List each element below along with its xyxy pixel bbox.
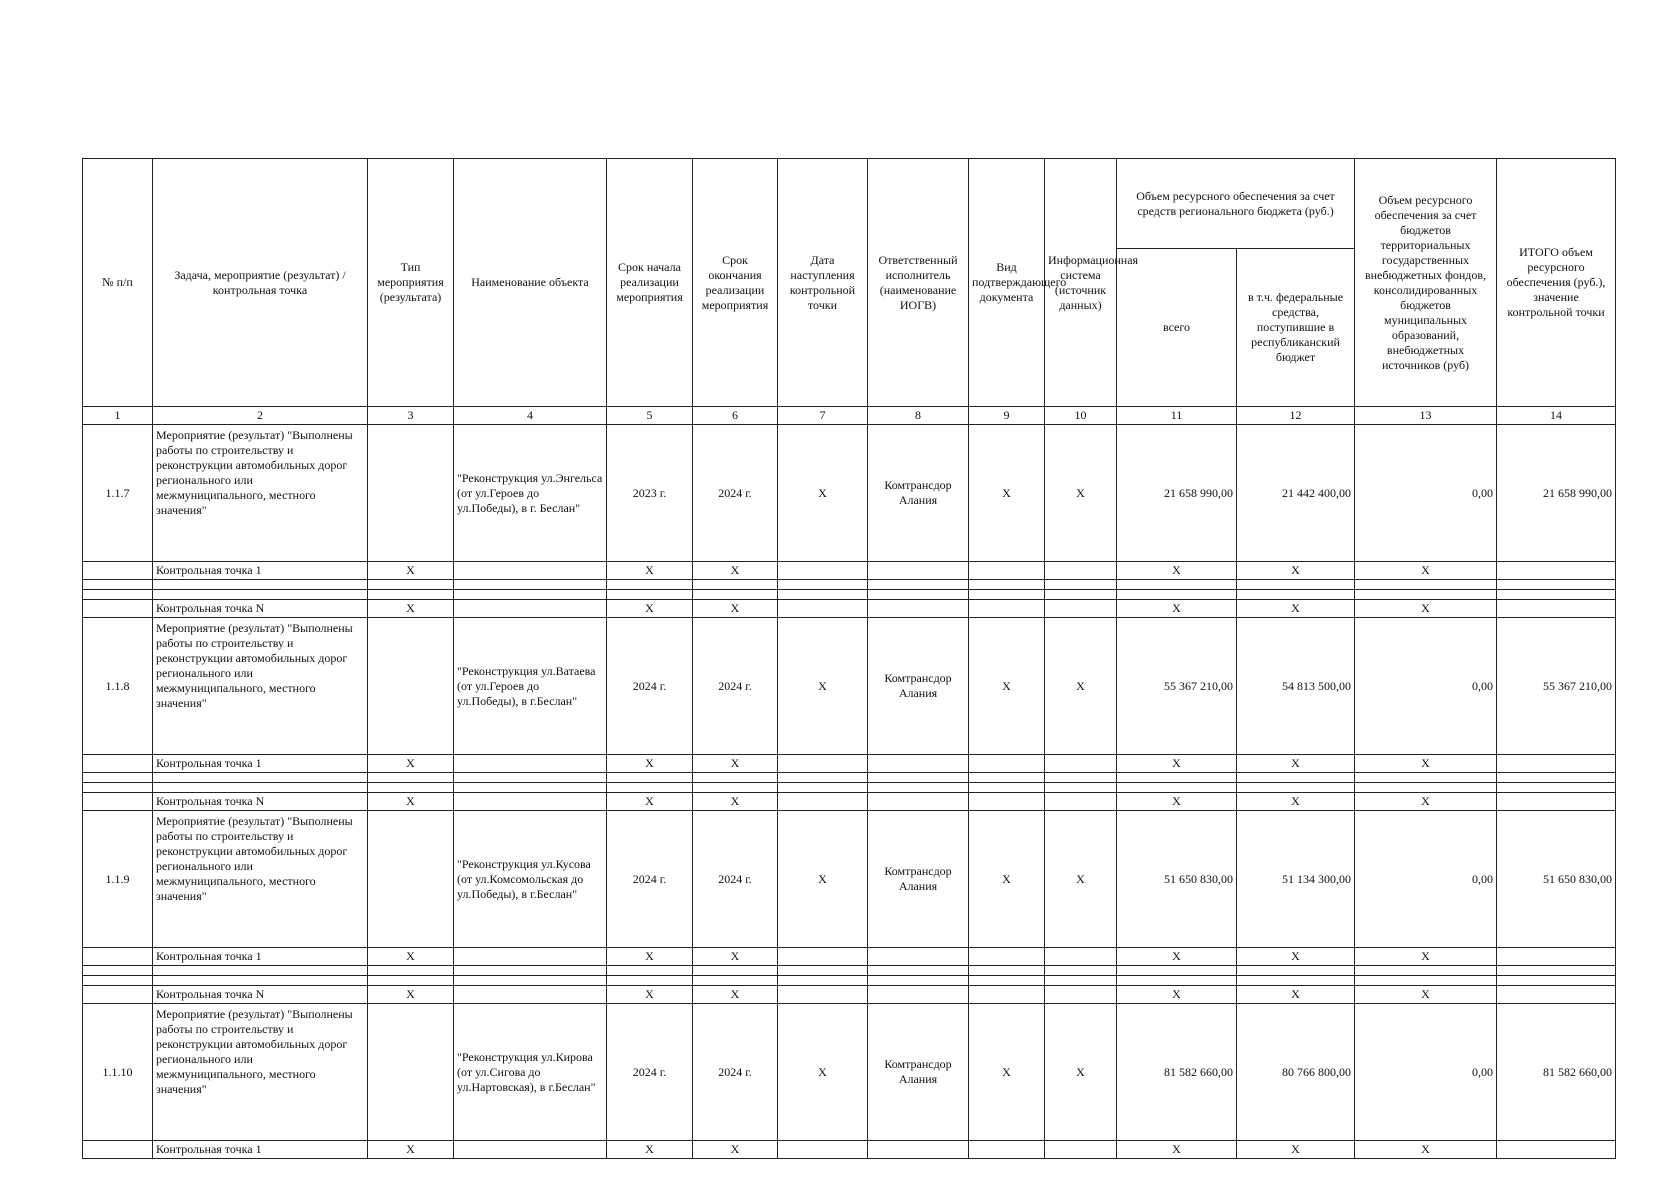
cp-federal-mark: X	[1237, 1141, 1355, 1159]
cp-grand	[1497, 793, 1616, 811]
cp-type-mark: X	[368, 986, 454, 1004]
header-info: Информационная система (источник данных)	[1045, 159, 1117, 407]
cp-responsible	[868, 1141, 969, 1159]
cp-num	[83, 755, 153, 773]
cp-federal-mark: X	[1237, 986, 1355, 1004]
control-point-row	[83, 986, 1616, 1004]
spacer-cell	[1237, 773, 1355, 783]
activity-total: 51 650 830,00	[1117, 811, 1237, 948]
cp-doc	[969, 948, 1045, 966]
spacer-cell	[1237, 966, 1355, 976]
activity-object: "Реконструкция ул.Кусова (от ул.Комсомольская до ул.Победы), в г.Беслан"	[454, 811, 607, 948]
activity-cp-date: X	[778, 811, 868, 948]
cp-object	[454, 986, 607, 1004]
activity-federal: 80 766 800,00	[1237, 1004, 1355, 1141]
activity-row	[83, 811, 1616, 948]
spacer-cell	[607, 783, 693, 793]
cp-date	[778, 986, 868, 1004]
cp-object	[454, 600, 607, 618]
activity-other: 0,00	[1355, 425, 1497, 562]
activity-doc: X	[969, 1004, 1045, 1141]
cp-grand	[1497, 1141, 1616, 1159]
spacer-cell	[83, 590, 153, 600]
column-number: 5	[607, 407, 693, 425]
cp-total-mark: X	[1117, 600, 1237, 618]
spacer-cell	[693, 773, 778, 783]
spacer-cell	[1355, 773, 1497, 783]
spacer-cell	[693, 590, 778, 600]
spacer-cell	[969, 773, 1045, 783]
spacer-cell	[368, 966, 454, 976]
cp-type-mark: X	[368, 1141, 454, 1159]
cp-other-mark: X	[1355, 1141, 1497, 1159]
resource-table	[82, 158, 1616, 1159]
cp-doc	[969, 755, 1045, 773]
spacer-cell	[1045, 976, 1117, 986]
spacer-cell	[969, 580, 1045, 590]
spacer-cell	[969, 590, 1045, 600]
spacer-cell	[778, 966, 868, 976]
activity-start: 2023 г.	[607, 425, 693, 562]
spacer-cell	[1117, 773, 1237, 783]
spacer-cell	[153, 966, 368, 976]
spacer-cell	[868, 976, 969, 986]
activity-task: Мероприятие (результат) "Выполнены работы по строительству и реконструкции автомобильных дорог регионального или межмуниципального, местного значения"	[153, 618, 368, 755]
cp-end-mark: X	[693, 755, 778, 773]
spacer-cell	[1355, 580, 1497, 590]
spacer-cell	[868, 783, 969, 793]
cp-info	[1045, 948, 1117, 966]
cp-info	[1045, 1141, 1117, 1159]
spacer-cell	[778, 773, 868, 783]
activity-object: "Реконструкция ул.Энгельса (от ул.Героев до ул.Победы), в г. Беслан"	[454, 425, 607, 562]
spacer-cell	[1117, 966, 1237, 976]
activity-cp-date: X	[778, 618, 868, 755]
spacer-cell	[1497, 976, 1616, 986]
spacer-cell	[607, 976, 693, 986]
spacer-cell	[1497, 783, 1616, 793]
spacer-cell	[153, 976, 368, 986]
spacer-cell	[607, 590, 693, 600]
cp-start-mark: X	[607, 562, 693, 580]
cp-responsible	[868, 600, 969, 618]
spacer-cell	[153, 590, 368, 600]
cp-date	[778, 1141, 868, 1159]
cp-responsible	[868, 755, 969, 773]
spacer-row	[83, 976, 1616, 986]
column-number: 4	[454, 407, 607, 425]
activity-num: 1.1.10	[83, 1004, 153, 1141]
activity-type	[368, 1004, 454, 1141]
control-point-row	[83, 1141, 1616, 1159]
activity-object: "Реконструкция ул.Ватаева (от ул.Героев до ул.Победы), в г.Беслан"	[454, 618, 607, 755]
activity-end: 2024 г.	[693, 811, 778, 948]
activity-cp-date: X	[778, 425, 868, 562]
activity-total: 55 367 210,00	[1117, 618, 1237, 755]
header-other: Объем ресурсного обеспечения за счет бюджетов территориальных государственных внебюджетных фондов, консолидированных бюджетов муниципальных образований, внебюджетных источников (руб)	[1355, 159, 1497, 407]
activity-task: Мероприятие (результат) "Выполнены работы по строительству и реконструкции автомобильных дорог регионального или межмуниципального, местного значения"	[153, 425, 368, 562]
cp-type-mark: X	[368, 755, 454, 773]
cp-start-mark: X	[607, 755, 693, 773]
table-body	[83, 159, 1616, 1159]
header-object: Наименование объекта	[454, 159, 607, 407]
cp-total-mark: X	[1117, 793, 1237, 811]
cp-date	[778, 948, 868, 966]
cp-federal-mark: X	[1237, 948, 1355, 966]
spacer-cell	[454, 773, 607, 783]
spacer-cell	[1117, 580, 1237, 590]
cp-num	[83, 1141, 153, 1159]
cp-doc	[969, 1141, 1045, 1159]
cp-grand	[1497, 562, 1616, 580]
activity-info: X	[1045, 425, 1117, 562]
cp-federal-mark: X	[1237, 562, 1355, 580]
spacer-cell	[1045, 580, 1117, 590]
spacer-cell	[1237, 976, 1355, 986]
spacer-cell	[83, 966, 153, 976]
control-point-row	[83, 600, 1616, 618]
spacer-cell	[1045, 590, 1117, 600]
cp-label: Контрольная точка N	[153, 793, 368, 811]
cp-other-mark: X	[1355, 755, 1497, 773]
spacer-cell	[868, 580, 969, 590]
control-point-row	[83, 562, 1616, 580]
activity-other: 0,00	[1355, 1004, 1497, 1141]
cp-num	[83, 793, 153, 811]
column-number: 10	[1045, 407, 1117, 425]
column-number: 14	[1497, 407, 1616, 425]
cp-num	[83, 562, 153, 580]
spacer-cell	[1497, 580, 1616, 590]
activity-num: 1.1.7	[83, 425, 153, 562]
header-doc: Вид подтверждающего документа	[969, 159, 1045, 407]
spacer-cell	[83, 580, 153, 590]
spacer-cell	[868, 773, 969, 783]
spacer-cell	[153, 580, 368, 590]
spacer-cell	[607, 773, 693, 783]
spacer-cell	[368, 773, 454, 783]
spacer-cell	[778, 783, 868, 793]
cp-federal-mark: X	[1237, 793, 1355, 811]
header-row-top	[83, 159, 1616, 249]
cp-object	[454, 948, 607, 966]
spacer-cell	[153, 773, 368, 783]
cp-other-mark: X	[1355, 562, 1497, 580]
spacer-cell	[607, 580, 693, 590]
activity-type	[368, 618, 454, 755]
cp-date	[778, 562, 868, 580]
activity-row	[83, 425, 1616, 562]
cp-info	[1045, 793, 1117, 811]
activity-responsible: Комтрансдор Алания	[868, 811, 969, 948]
header-grand: ИТОГО объем ресурсного обеспечения (руб.), значение контрольной точки	[1497, 159, 1616, 407]
spacer-cell	[368, 580, 454, 590]
cp-info	[1045, 986, 1117, 1004]
cp-doc	[969, 793, 1045, 811]
cp-start-mark: X	[607, 948, 693, 966]
spacer-cell	[368, 590, 454, 600]
spacer-cell	[454, 580, 607, 590]
activity-responsible: Комтрансдор Алания	[868, 425, 969, 562]
spacer-row	[83, 580, 1616, 590]
control-point-row	[83, 948, 1616, 966]
spacer-cell	[454, 976, 607, 986]
header-num: № п/п	[83, 159, 153, 407]
cp-federal-mark: X	[1237, 755, 1355, 773]
activity-start: 2024 г.	[607, 811, 693, 948]
cp-end-mark: X	[693, 986, 778, 1004]
cp-grand	[1497, 600, 1616, 618]
cp-label: Контрольная точка 1	[153, 755, 368, 773]
column-number: 12	[1237, 407, 1355, 425]
spacer-cell	[1497, 590, 1616, 600]
activity-doc: X	[969, 811, 1045, 948]
activity-task: Мероприятие (результат) "Выполнены работы по строительству и реконструкции автомобильных дорог регионального или межмуниципального, местного значения"	[153, 811, 368, 948]
spacer-cell	[1355, 966, 1497, 976]
spacer-cell	[1497, 966, 1616, 976]
cp-total-mark: X	[1117, 986, 1237, 1004]
cp-grand	[1497, 986, 1616, 1004]
spacer-cell	[83, 976, 153, 986]
activity-task: Мероприятие (результат) "Выполнены работы по строительству и реконструкции автомобильных дорог регионального или межмуниципального, местного значения"	[153, 1004, 368, 1141]
cp-start-mark: X	[607, 986, 693, 1004]
cp-doc	[969, 600, 1045, 618]
header-responsible: Ответственный исполнитель (наименование ИОГВ)	[868, 159, 969, 407]
cp-total-mark: X	[1117, 562, 1237, 580]
activity-info: X	[1045, 1004, 1117, 1141]
cp-label: Контрольная точка 1	[153, 1141, 368, 1159]
spacer-cell	[1355, 783, 1497, 793]
document-sheet	[82, 158, 1615, 1159]
header-task: Задача, мероприятие (результат) / контрольная точка	[153, 159, 368, 407]
cp-other-mark: X	[1355, 986, 1497, 1004]
cp-grand	[1497, 948, 1616, 966]
activity-type	[368, 811, 454, 948]
activity-row	[83, 618, 1616, 755]
cp-info	[1045, 755, 1117, 773]
spacer-cell	[454, 966, 607, 976]
spacer-cell	[83, 783, 153, 793]
activity-responsible: Комтрансдор Алания	[868, 1004, 969, 1141]
cp-label: Контрольная точка 1	[153, 948, 368, 966]
column-number: 1	[83, 407, 153, 425]
cp-num	[83, 948, 153, 966]
column-number: 9	[969, 407, 1045, 425]
spacer-cell	[693, 783, 778, 793]
cp-other-mark: X	[1355, 600, 1497, 618]
column-number: 3	[368, 407, 454, 425]
activity-start: 2024 г.	[607, 1004, 693, 1141]
activity-federal: 21 442 400,00	[1237, 425, 1355, 562]
header-federal: в т.ч. федеральные средства, поступившие в республиканский бюджет	[1237, 249, 1355, 407]
spacer-cell	[1045, 783, 1117, 793]
spacer-cell	[1237, 783, 1355, 793]
spacer-cell	[1045, 773, 1117, 783]
cp-end-mark: X	[693, 600, 778, 618]
cp-doc	[969, 986, 1045, 1004]
cp-responsible	[868, 948, 969, 966]
header-regional: Объем ресурсного обеспечения за счет средств регионального бюджета (руб.)	[1117, 159, 1355, 249]
activity-object: "Реконструкция ул.Кирова (от ул.Сигова до ул.Нартовская), в г.Беслан"	[454, 1004, 607, 1141]
control-point-row	[83, 755, 1616, 773]
activity-num: 1.1.9	[83, 811, 153, 948]
spacer-cell	[969, 783, 1045, 793]
activity-end: 2024 г.	[693, 1004, 778, 1141]
spacer-cell	[1237, 580, 1355, 590]
header-end: Срок окончания реализации мероприятия	[693, 159, 778, 407]
cp-date	[778, 600, 868, 618]
spacer-cell	[368, 976, 454, 986]
header-type: Тип мероприятия (результата)	[368, 159, 454, 407]
column-number: 11	[1117, 407, 1237, 425]
column-number: 13	[1355, 407, 1497, 425]
spacer-cell	[1117, 783, 1237, 793]
spacer-cell	[607, 966, 693, 976]
activity-federal: 54 813 500,00	[1237, 618, 1355, 755]
column-number: 2	[153, 407, 368, 425]
activity-total: 21 658 990,00	[1117, 425, 1237, 562]
header-start: Срок начала реализации мероприятия	[607, 159, 693, 407]
spacer-cell	[693, 976, 778, 986]
spacer-cell	[1117, 976, 1237, 986]
cp-type-mark: X	[368, 793, 454, 811]
cp-num	[83, 986, 153, 1004]
cp-responsible	[868, 562, 969, 580]
activity-responsible: Комтрансдор Алания	[868, 618, 969, 755]
cp-responsible	[868, 793, 969, 811]
header-cp-date: Дата наступления контрольной точки	[778, 159, 868, 407]
cp-total-mark: X	[1117, 755, 1237, 773]
cp-type-mark: X	[368, 948, 454, 966]
cp-end-mark: X	[693, 948, 778, 966]
cp-grand	[1497, 755, 1616, 773]
cp-other-mark: X	[1355, 793, 1497, 811]
activity-grand: 55 367 210,00	[1497, 618, 1616, 755]
cp-other-mark: X	[1355, 948, 1497, 966]
cp-object	[454, 793, 607, 811]
column-number: 6	[693, 407, 778, 425]
column-number: 7	[778, 407, 868, 425]
cp-total-mark: X	[1117, 948, 1237, 966]
spacer-cell	[1045, 966, 1117, 976]
column-number-row	[83, 407, 1616, 425]
cp-date	[778, 793, 868, 811]
cp-label: Контрольная точка N	[153, 600, 368, 618]
cp-start-mark: X	[607, 793, 693, 811]
activity-grand: 51 650 830,00	[1497, 811, 1616, 948]
spacer-cell	[693, 966, 778, 976]
spacer-cell	[1355, 976, 1497, 986]
cp-info	[1045, 562, 1117, 580]
spacer-cell	[778, 590, 868, 600]
spacer-cell	[868, 966, 969, 976]
spacer-row	[83, 783, 1616, 793]
spacer-cell	[1117, 590, 1237, 600]
activity-federal: 51 134 300,00	[1237, 811, 1355, 948]
spacer-cell	[454, 783, 607, 793]
column-number: 8	[868, 407, 969, 425]
activity-type	[368, 425, 454, 562]
cp-type-mark: X	[368, 600, 454, 618]
activity-end: 2024 г.	[693, 425, 778, 562]
cp-end-mark: X	[693, 793, 778, 811]
spacer-cell	[778, 580, 868, 590]
activity-row	[83, 1004, 1616, 1141]
activity-total: 81 582 660,00	[1117, 1004, 1237, 1141]
activity-end: 2024 г.	[693, 618, 778, 755]
spacer-row	[83, 590, 1616, 600]
header-total-reg: всего	[1117, 249, 1237, 407]
cp-type-mark: X	[368, 562, 454, 580]
cp-total-mark: X	[1117, 1141, 1237, 1159]
spacer-cell	[969, 966, 1045, 976]
cp-responsible	[868, 986, 969, 1004]
activity-info: X	[1045, 618, 1117, 755]
cp-date	[778, 755, 868, 773]
spacer-row	[83, 966, 1616, 976]
activity-other: 0,00	[1355, 618, 1497, 755]
cp-end-mark: X	[693, 1141, 778, 1159]
control-point-row	[83, 793, 1616, 811]
spacer-cell	[83, 773, 153, 783]
spacer-cell	[969, 976, 1045, 986]
spacer-cell	[778, 976, 868, 986]
spacer-cell	[1237, 590, 1355, 600]
activity-doc: X	[969, 425, 1045, 562]
spacer-cell	[153, 783, 368, 793]
cp-end-mark: X	[693, 562, 778, 580]
cp-federal-mark: X	[1237, 600, 1355, 618]
spacer-cell	[1355, 590, 1497, 600]
spacer-cell	[868, 590, 969, 600]
spacer-cell	[1497, 773, 1616, 783]
cp-num	[83, 600, 153, 618]
activity-doc: X	[969, 618, 1045, 755]
cp-object	[454, 755, 607, 773]
activity-start: 2024 г.	[607, 618, 693, 755]
activity-num: 1.1.8	[83, 618, 153, 755]
cp-doc	[969, 562, 1045, 580]
cp-info	[1045, 600, 1117, 618]
spacer-cell	[454, 590, 607, 600]
activity-cp-date: X	[778, 1004, 868, 1141]
activity-info: X	[1045, 811, 1117, 948]
activity-other: 0,00	[1355, 811, 1497, 948]
cp-object	[454, 562, 607, 580]
cp-label: Контрольная точка 1	[153, 562, 368, 580]
cp-start-mark: X	[607, 1141, 693, 1159]
spacer-cell	[693, 580, 778, 590]
cp-label: Контрольная точка N	[153, 986, 368, 1004]
cp-object	[454, 1141, 607, 1159]
spacer-cell	[368, 783, 454, 793]
activity-grand: 81 582 660,00	[1497, 1004, 1616, 1141]
activity-grand: 21 658 990,00	[1497, 425, 1616, 562]
spacer-row	[83, 773, 1616, 783]
cp-start-mark: X	[607, 600, 693, 618]
